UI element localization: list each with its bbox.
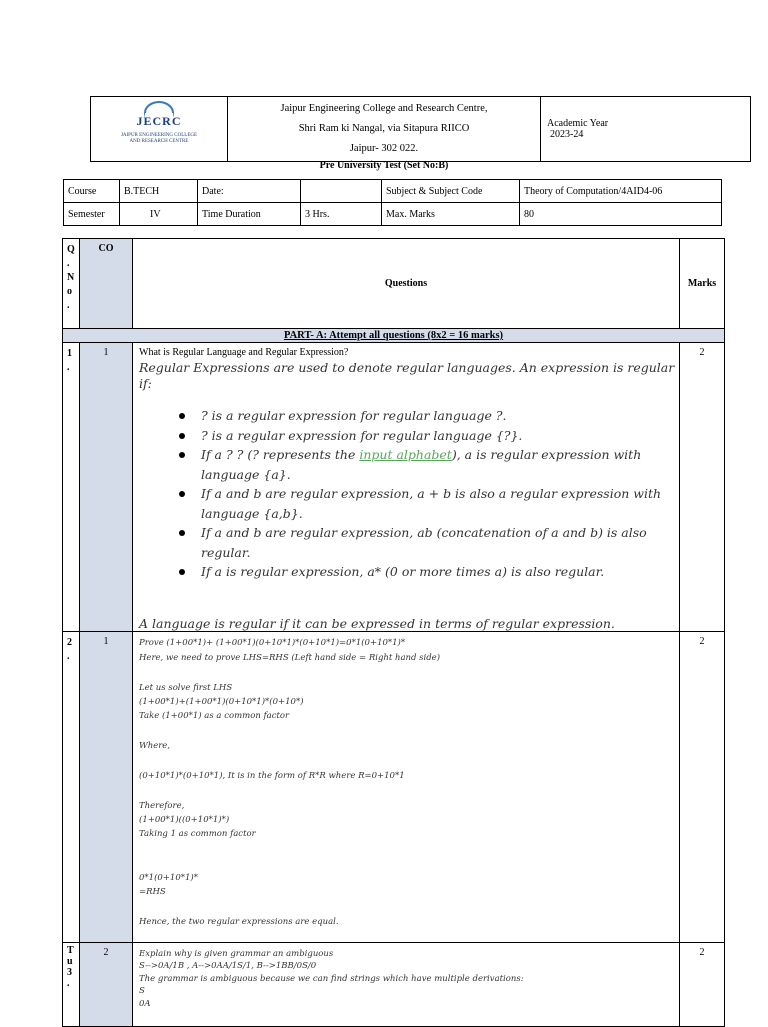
subject-value: Theory of Computation/4AID4-06 [520, 180, 722, 203]
q3-line: S-->0A/1B , A-->0AA/1S/1, B-->1BB/0S/0 [139, 961, 317, 971]
q2-marks: 2 [680, 631, 725, 942]
q1-question: What is Regular Language and Regular Expression? [139, 347, 349, 358]
maxmarks-value: 80 [520, 203, 722, 226]
part-a-heading: PART- A: Attempt all questions (8x2 = 16 marks) [63, 329, 725, 343]
logo-text: JECRC [136, 114, 182, 128]
q2-num: 2 [67, 636, 72, 648]
q2-line: 0*1(0+10*1)* [139, 872, 198, 883]
q1-number [63, 343, 80, 632]
qno-header-char: N [67, 272, 75, 283]
q3-line: The grammar is ambiguous because we can find strings which have multiple derivations: [139, 973, 524, 984]
academic-year-cell [541, 97, 751, 162]
q2-line: Let us solve first LHS [139, 682, 233, 693]
q3-line: 0A [139, 998, 151, 1009]
q2-line: Where, [139, 740, 171, 751]
q1-conclusion: A language is regular if it can be expressed in terms of regular expression. [139, 615, 615, 631]
q2-line: Hence, the two regular expressions are equal. [139, 916, 339, 927]
q2-number [63, 631, 80, 942]
co-header: CO [80, 239, 133, 329]
q1-co: 1 [80, 343, 133, 632]
q2-line: Prove (1+00*1)+ (1+00*1)(0+10*1)*(0+10*1)=0*1(0+10*1)* [139, 637, 406, 648]
q3-line: S [139, 986, 145, 996]
q1-bullet3-tail: ), a is regular expression with language {a}. [201, 447, 642, 482]
table-row [63, 343, 725, 632]
q2-line: (0+10*1)*(0+10*1), It is in the form of R*R where R=0+10*1 [139, 770, 405, 781]
q3-num-char: 3 [67, 966, 72, 978]
q3-num-char: T [67, 944, 74, 956]
qno-header-char: o [67, 286, 72, 297]
q3-content [133, 942, 680, 1026]
table-row [63, 631, 725, 942]
part-a-row [63, 329, 725, 343]
institution-line3: Jaipur- 302 022. [349, 143, 419, 154]
duration-value: 3 Hrs. [301, 203, 382, 226]
q1-dot: . [67, 362, 70, 373]
qno-header-char: . [67, 258, 70, 269]
q2-line: =RHS [139, 886, 166, 897]
q1-bullet3-head: If a ? ? (? represents the [201, 447, 360, 462]
list-item: ? is a regular expression for regular language {?}. [201, 426, 679, 446]
institution-line2: Shri Ram ki Nangal, via Sitapura RIICO [298, 123, 470, 134]
semester-value: IV [120, 203, 198, 226]
list-item [201, 445, 679, 484]
list-item: If a and b are regular expression, ab (concatenation of a and b) is also regular. [201, 523, 679, 562]
q1-num: 1 [67, 348, 72, 359]
q3-num-char: . [67, 977, 70, 989]
academic-year-label: Academic Year [547, 118, 609, 129]
header-table [90, 96, 751, 162]
q1-marks: 2 [680, 343, 725, 632]
q2-co: 1 [80, 631, 133, 942]
q2-line: (1+00*1)+(1+00*1)(0+10*1)*(0+10*) [139, 696, 304, 707]
q2-dot: . [67, 650, 70, 662]
table-row [63, 942, 725, 1026]
questions-table [62, 238, 725, 1027]
academic-year-value: 2023-24 [550, 129, 584, 140]
logo-caption-2: AND RESEARCH CENTRE [129, 139, 189, 144]
q3-co: 2 [80, 942, 133, 1026]
logo-cell [91, 97, 228, 162]
q2-line: Here, we need to prove LHS=RHS (Left hand side = Right hand side) [139, 652, 441, 663]
qno-header-char: . [67, 300, 70, 311]
date-label: Date: [198, 180, 301, 203]
logo-caption-1: JAIPUR ENGINEERING COLLEGE [120, 133, 198, 138]
institution-line1: Jaipur Engineering College and Research Centre, [280, 103, 488, 114]
q2-line: Therefore, [139, 800, 185, 811]
college-logo [107, 99, 211, 155]
questions-header: Questions [133, 239, 680, 329]
q3-line: Explain why is given grammar an ambiguous [139, 948, 334, 959]
subject-label: Subject & Subject Code [382, 180, 520, 203]
q3-marks: 2 [680, 942, 725, 1026]
list-item: ? is a regular expression for regular language ?. [201, 406, 679, 426]
q1-answer-intro: Regular Expressions are used to denote regular languages. An expression is regular if: [139, 360, 675, 391]
test-title: Pre University Test (Set No:B) [319, 160, 449, 171]
q1-bullet-list [139, 406, 679, 582]
list-item: If a is regular expression, a* (0 or more times a) is also regular. [201, 562, 679, 582]
q3-number [63, 942, 80, 1026]
institution-cell [228, 97, 541, 162]
course-value: B.TECH [120, 180, 198, 203]
course-info-table [63, 179, 722, 226]
maxmarks-label: Max. Marks [382, 203, 520, 226]
q2-content [133, 631, 680, 942]
q1-content [133, 343, 680, 632]
marks-header: Marks [680, 239, 725, 329]
q2-line: Taking 1 as common factor [139, 828, 256, 839]
input-alphabet-link[interactable]: input alphabet [359, 447, 452, 462]
list-item: If a and b are regular expression, a + b is also a regular expression with language {a,b}. [201, 484, 679, 523]
duration-label: Time Duration [198, 203, 301, 226]
qno-header-char: Q [67, 244, 75, 255]
q3-num-char: u [67, 955, 73, 967]
q2-line: (1+00*1)((0+10*1)*) [139, 814, 230, 825]
semester-label: Semester [64, 203, 120, 226]
q2-line: Take (1+00*1) as a common factor [139, 710, 290, 721]
table-header-row [63, 239, 725, 329]
date-value [301, 180, 382, 203]
course-label: Course [64, 180, 120, 203]
qno-header [63, 239, 80, 329]
